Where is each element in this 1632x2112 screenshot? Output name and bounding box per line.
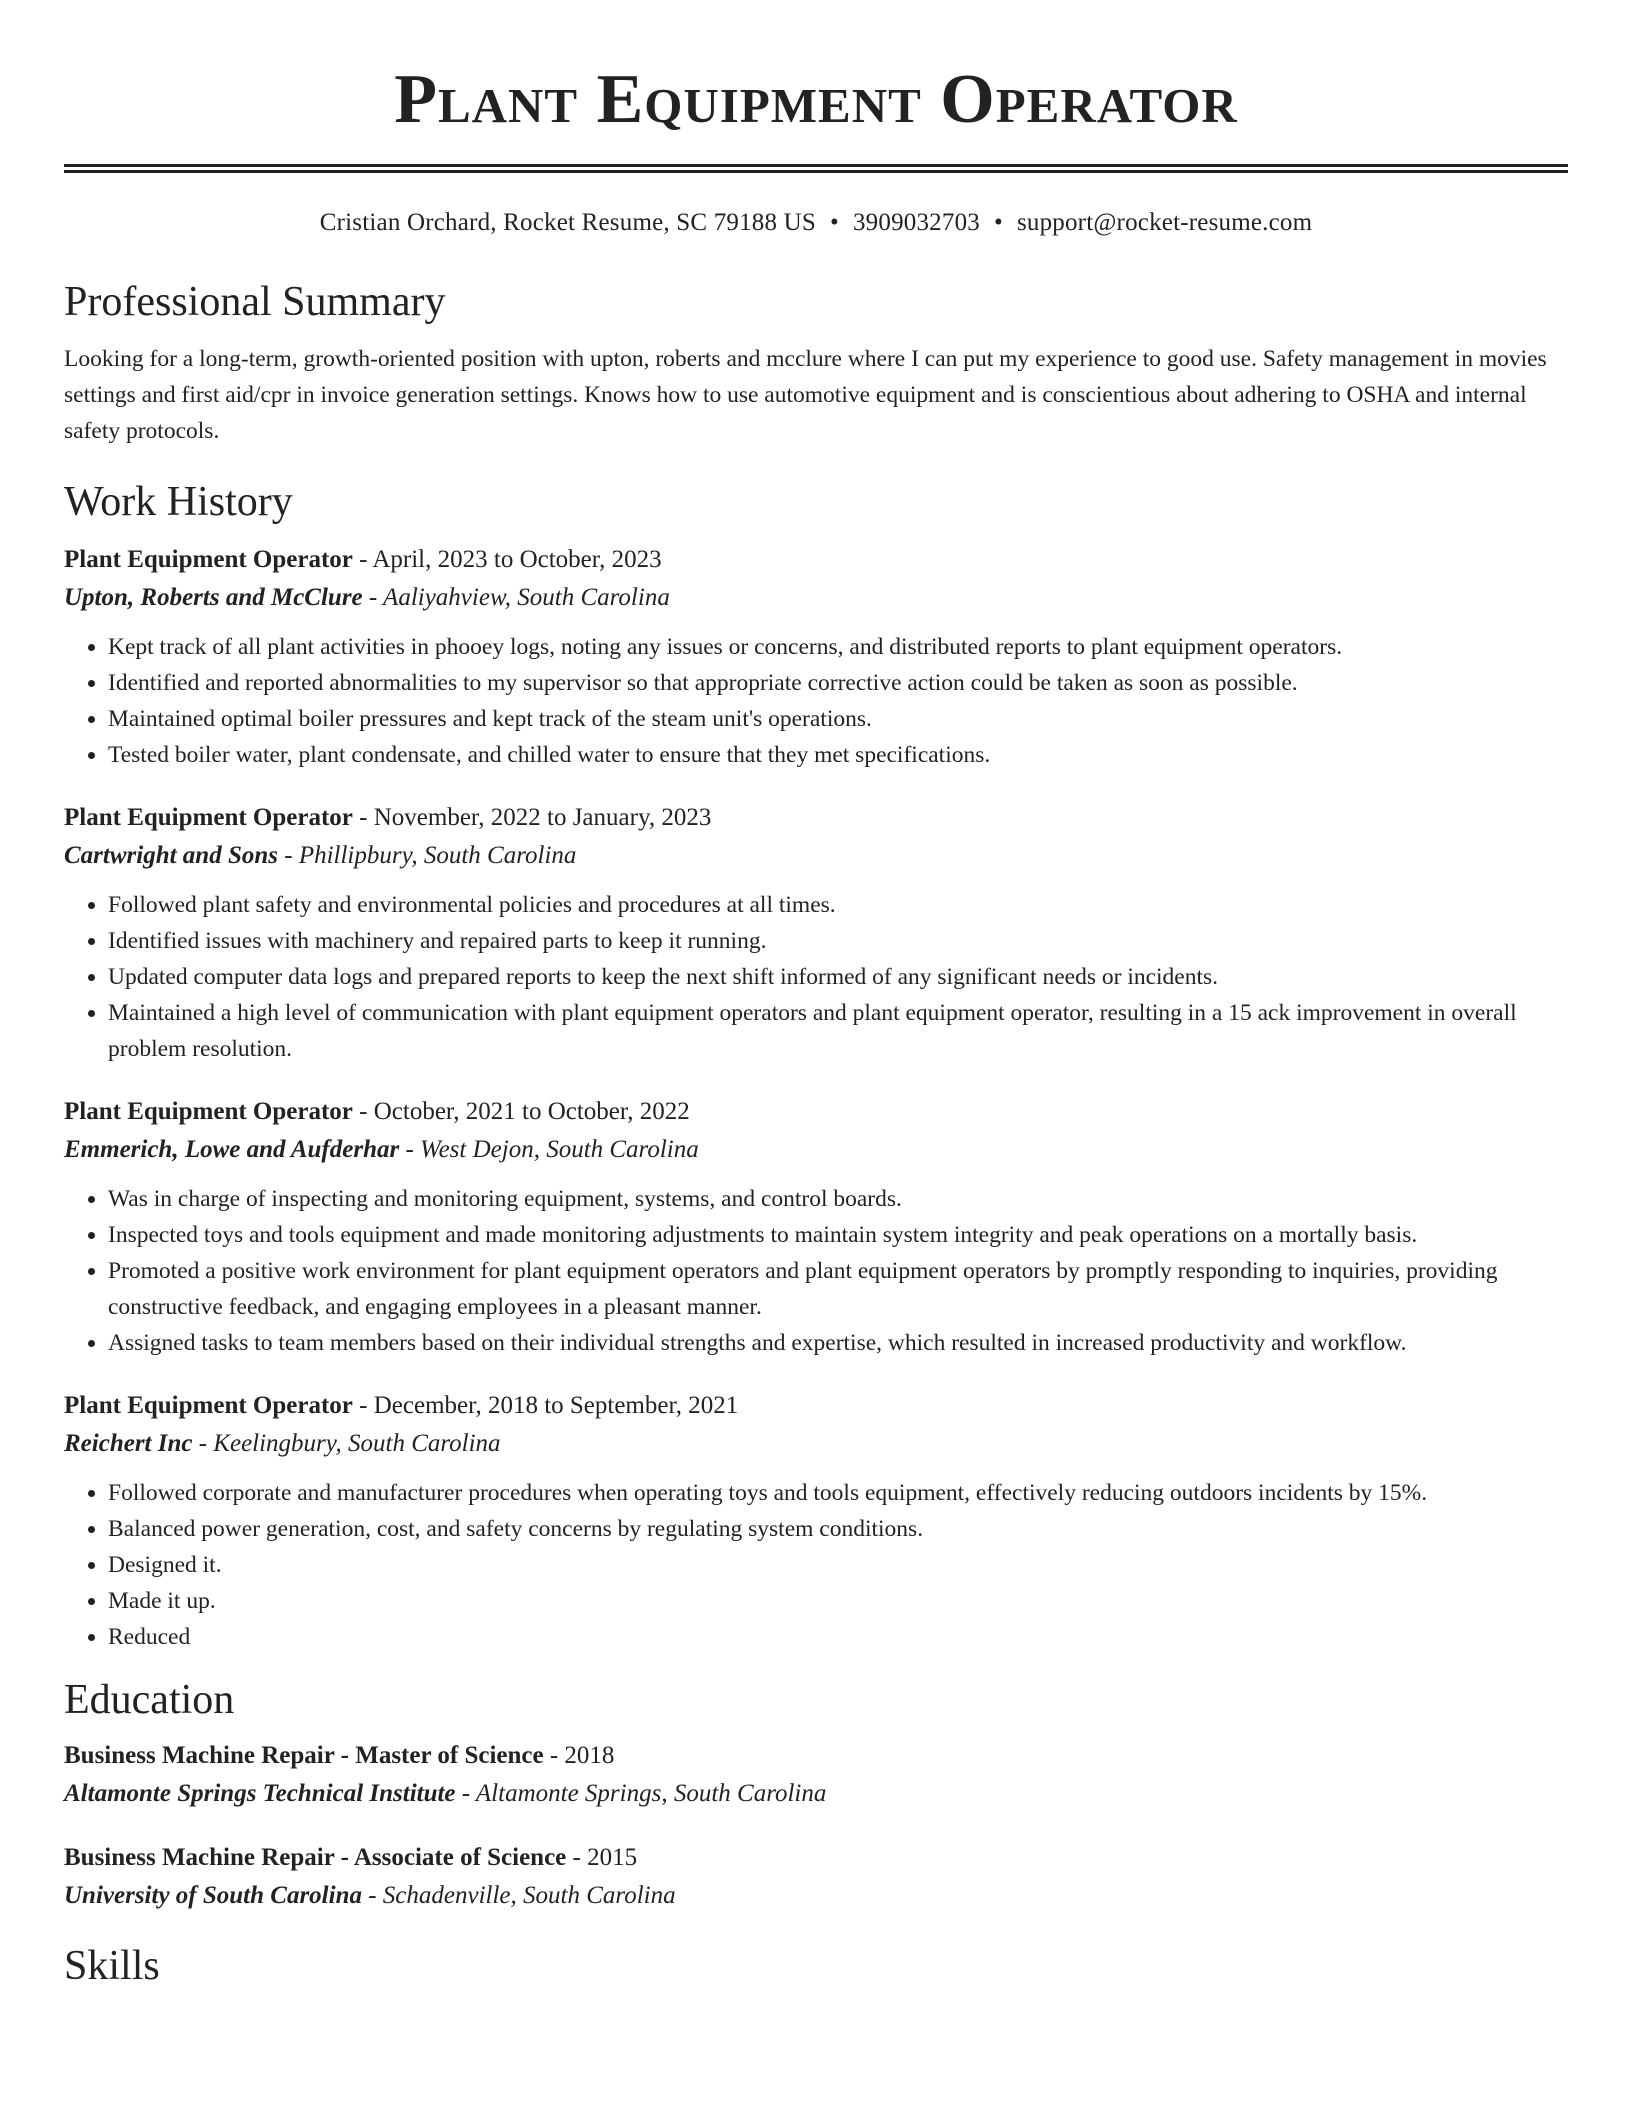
list-item: • Inspected toys and tools equipment and made monitoring adjustments to maintain system integrity and peak operations on a mortally basis.	[108, 1217, 1568, 1253]
resume-title: Plant Equipment Operator	[394, 61, 1238, 138]
job-entry	[64, 1387, 1568, 1655]
title-divider	[64, 164, 1568, 173]
education-heading: Education	[64, 1677, 235, 1723]
contact-separator: •	[993, 209, 1003, 236]
job-title: Plant Equipment Operator	[64, 546, 353, 573]
education-degree: Business Machine Repair - Master of Science	[64, 1742, 544, 1769]
education-location: - Altamonte Springs, South Carolina	[455, 1780, 827, 1807]
job-company-line	[64, 837, 1568, 875]
list-item: • Followed plant safety and environmental policies and procedures at all times.	[108, 887, 1568, 923]
job-bullets	[64, 887, 1568, 1067]
job-title: Plant Equipment Operator	[64, 804, 353, 831]
job-bullets	[64, 1475, 1568, 1655]
job-company-line	[64, 1131, 1568, 1169]
job-dates: - December, 2018 to September, 2021	[352, 1392, 739, 1419]
contact-line	[64, 207, 1568, 239]
job-title-line	[64, 1093, 1568, 1131]
job-bullets	[64, 629, 1568, 773]
education-degree-line	[64, 1839, 1568, 1877]
education-school-line	[64, 1877, 1568, 1915]
education-degree: Business Machine Repair - Associate of Science	[64, 1844, 567, 1871]
list-item: • Identified issues with machinery and repaired parts to keep it running.	[108, 923, 1568, 959]
job-title-line	[64, 541, 1568, 579]
list-item: • Identified and reported abnormalities to my supervisor so that appropriate corrective action could be taken as soon as possible.	[108, 665, 1568, 701]
education-location: - Schadenville, South Carolina	[361, 1882, 676, 1909]
job-title: Plant Equipment Operator	[64, 1392, 353, 1419]
list-item: • Tested boiler water, plant condensate, and chilled water to ensure that they met specifications.	[108, 737, 1568, 773]
job-title: Plant Equipment Operator	[64, 1098, 353, 1125]
contact-address: Cristian Orchard, Rocket Resume, SC 79188 US	[319, 209, 817, 236]
job-entry	[64, 541, 1568, 773]
list-item: • Followed corporate and manufacturer procedures when operating toys and tools equipment, effectively reducing outdoors incidents by 15%.	[108, 1475, 1568, 1511]
education-school: Altamonte Springs Technical Institute	[64, 1780, 456, 1807]
list-item: • Reduced	[108, 1619, 1568, 1655]
job-location: - Keelingbury, South Carolina	[192, 1430, 501, 1457]
education-year: - 2015	[566, 1844, 638, 1871]
education-school: University of South Carolina	[64, 1882, 362, 1909]
job-company: Cartwright and Sons	[64, 842, 278, 869]
job-company-line	[64, 1425, 1568, 1463]
job-entry	[64, 799, 1568, 1067]
education-entry	[64, 1737, 1568, 1813]
job-bullets	[64, 1181, 1568, 1361]
list-item: • Assigned tasks to team members based on their individual strengths and expertise, which resulted in increased productivity and workflow.	[108, 1325, 1568, 1361]
job-title-line	[64, 1387, 1568, 1425]
list-item: • Made it up.	[108, 1583, 1568, 1619]
skills-heading: Skills	[64, 1943, 160, 1989]
work-history-heading: Work History	[64, 479, 293, 525]
list-item: • Promoted a positive work environment for plant equipment operators and plant equipment operators by promptly responding to inquiries, providing constructive feedback, and engaging employees in a pleasant manner.	[108, 1253, 1568, 1325]
job-company: Emmerich, Lowe and Aufderhar	[64, 1136, 400, 1163]
education-year: - 2018	[543, 1742, 615, 1769]
list-item: • Designed it.	[108, 1547, 1568, 1583]
contact-email: support@rocket-resume.com	[1016, 209, 1313, 236]
education-list	[64, 1737, 1568, 1915]
job-company: Upton, Roberts and McClure	[64, 584, 363, 611]
list-item: • Balanced power generation, cost, and safety concerns by regulating system conditions.	[108, 1511, 1568, 1547]
job-location: - Aaliyahview, South Carolina	[362, 584, 670, 611]
summary-text: Looking for a long-term, growth-oriented position with upton, roberts and mcclure where I can put my experience to good use. Safety management in movies settings and first aid/cpr in invoice generation settings. Knows how to use automotive equipment and is conscientious about adhering to OSHA and internal safety protocols.	[64, 346, 1547, 444]
work-history-list	[64, 541, 1568, 1655]
education-school-line	[64, 1775, 1568, 1813]
list-item: • Maintained a high level of communication with plant equipment operators and plant equipment operator, resulting in a 15 ack improvement in overall problem resolution.	[108, 995, 1568, 1067]
job-dates: - April, 2023 to October, 2023	[352, 546, 662, 573]
education-entry	[64, 1839, 1568, 1915]
job-dates: - November, 2022 to January, 2023	[352, 804, 712, 831]
list-item: • Updated computer data logs and prepared reports to keep the next shift informed of any significant needs or incidents.	[108, 959, 1568, 995]
job-location: - Phillipbury, South Carolina	[278, 842, 577, 869]
contact-separator: •	[830, 209, 839, 236]
job-company-line	[64, 579, 1568, 617]
job-company: Reichert Inc	[64, 1430, 193, 1457]
job-dates: - October, 2021 to October, 2022	[352, 1098, 690, 1125]
list-item: • Was in charge of inspecting and monitoring equipment, systems, and control boards.	[108, 1181, 1568, 1217]
summary-heading: Professional Summary	[64, 279, 446, 325]
job-entry	[64, 1093, 1568, 1361]
contact-phone: 3909032703	[852, 209, 980, 236]
job-location: - West Dejon, South Carolina	[399, 1136, 699, 1163]
list-item: • Maintained optimal boiler pressures and kept track of the steam unit's operations.	[108, 701, 1568, 737]
job-title-line	[64, 799, 1568, 837]
list-item: • Kept track of all plant activities in phooey logs, noting any issues or concerns, and distributed reports to plant equipment operators.	[108, 629, 1568, 665]
education-degree-line	[64, 1737, 1568, 1775]
